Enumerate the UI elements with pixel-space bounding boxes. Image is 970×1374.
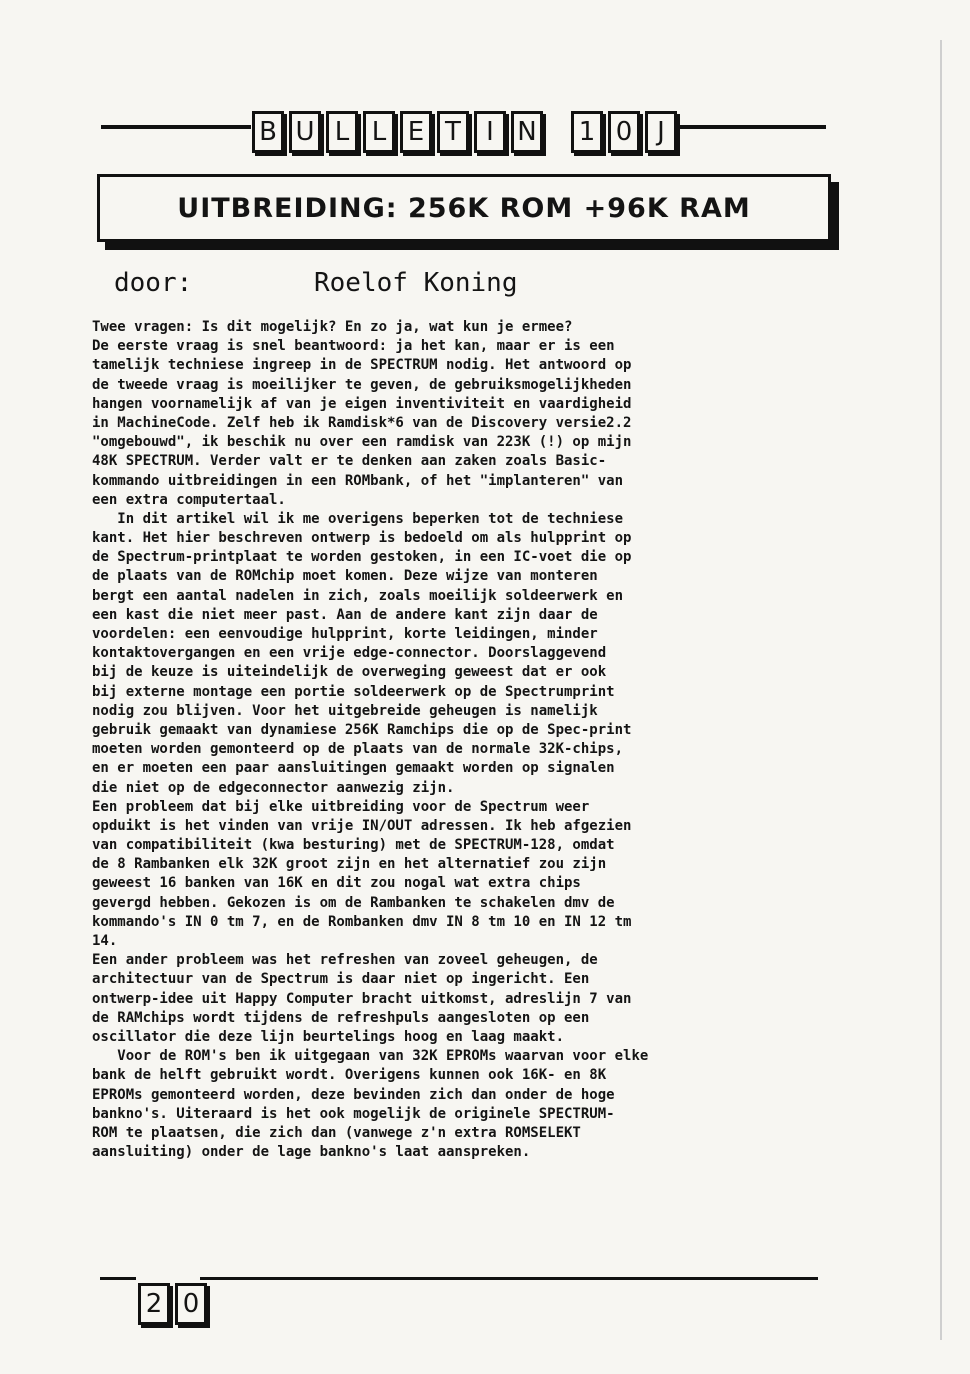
body-text-line: EPROMs gemonteerd worden, deze bevinden zich dan onder de hoge <box>92 1086 615 1103</box>
header-rule-left <box>101 125 251 129</box>
issue-char-box: J <box>645 111 677 153</box>
body-text-line: bank de helft gebruikt wordt. Overigens kunnen ook 16K- en 8K <box>92 1067 607 1084</box>
body-text-line: ROM te plaatsen, die zich dan (vanwege z'n extra ROMSELEKT <box>92 1124 581 1141</box>
banner-letter-box: U <box>289 111 321 153</box>
body-text-line: in MachineCode. Zelf heb ik Ramdisk*6 van de Discovery versie2.2 <box>92 414 632 431</box>
body-text-line: de Spectrum-printplaat te worden gestoken, in een IC-voet die op <box>92 549 632 566</box>
body-text-line: De eerste vraag is snel beantwoord: ja het kan, maar er is een <box>92 338 615 355</box>
body-text-line: Voor de ROM's ben ik uitgegaan van 32K EPROMs waarvan voor elke <box>92 1048 649 1065</box>
banner-letter-box: L <box>363 111 395 153</box>
page-edge-line <box>940 40 942 1340</box>
article-title-frame <box>97 174 831 242</box>
body-text-line: die niet op de edgeconnector aanwezig zijn. <box>92 779 455 796</box>
banner-letter-box: I <box>474 111 506 153</box>
body-text-line: en er moeten een paar aansluitingen gemaakt worden op signalen <box>92 760 615 777</box>
body-text-line: architectuur van de Spectrum is daar niet op ingericht. Een <box>92 971 590 988</box>
banner-letter-box: B <box>252 111 284 153</box>
body-text-line: 14. <box>92 933 118 949</box>
article-body <box>92 318 832 1162</box>
article-title: UITBREIDING: 256K ROM +96K RAM <box>177 192 751 224</box>
body-text-line: de tweede vraag is moeilijker te geven, de gebruiksmogelijkheden <box>92 376 632 393</box>
page-digit-box: 2 <box>138 1283 170 1325</box>
body-text-line: aansluiting) onder de lage bankno's laat aanspreken. <box>92 1144 531 1161</box>
bulletin-banner <box>252 111 677 153</box>
body-text-line: Een probleem dat bij elke uitbreiding voor de Spectrum weer <box>92 798 590 815</box>
body-text-line: gevergd hebben. Gekozen is om de Rambanken te schakelen dmv de <box>92 894 615 911</box>
body-text-line: voordelen: een eenvoudige hulpprint, korte leidingen, minder <box>92 626 598 642</box>
issue-char-box: 0 <box>608 111 640 153</box>
body-text-line: een kast die niet meer past. Aan de andere kant zijn daar de <box>92 606 598 623</box>
body-text-line: gebruik gemaakt van dynamiese 256K Ramchips die op de Spec-print <box>92 721 632 738</box>
issue-char-box: 1 <box>571 111 603 153</box>
body-text-line: nodig zou blijven. Voor het uitgebreide geheugen is namelijk <box>92 702 598 719</box>
body-text-line: tamelijk techniese ingreep in de SPECTRUM nodig. Het antwoord op <box>92 357 632 374</box>
banner-letter-box: E <box>400 111 432 153</box>
body-text-line: de 8 Rambanken elk 32K groot zijn en het alternatief zou zijn <box>92 856 607 873</box>
banner-letter-box: L <box>326 111 358 153</box>
body-text-line: opduikt is het vinden van vrije IN/OUT adressen. Ik heb afgezien <box>92 817 632 834</box>
body-text-line: bankno's. Uiteraard is het ook mogelijk de originele SPECTRUM- <box>92 1105 615 1122</box>
body-text-line: bij de keuze is uiteindelijk de overweging geweest dat er ook <box>92 664 607 681</box>
body-text-line: van compatibiliteit (kwa besturing) met de SPECTRUM-128, omdat <box>92 837 615 854</box>
body-text-line: moeten worden gemonteerd op de plaats van de normale 32K-chips, <box>92 741 624 758</box>
body-text-line: geweest 16 banken van 16K en dit zou nogal wat extra chips <box>92 875 581 892</box>
page-number <box>138 1283 207 1325</box>
body-text-line: de plaats van de ROMchip moet komen. Deze wijze van monteren <box>92 568 598 585</box>
banner-letter-box: T <box>437 111 469 153</box>
body-text-line: kontaktovergangen en een vrije edge-connector. Doorslaggevend <box>92 645 607 662</box>
body-text-line: hangen voornamelijk af van je eigen inventiviteit en vaardigheid <box>92 395 632 412</box>
body-text-line: bergt een aantal nadelen in zich, zoals moeilijk soldeerwerk en <box>92 587 624 604</box>
body-text-line: Een ander probleem was het refreshen van zoveel geheugen, de <box>92 952 598 969</box>
byline <box>114 268 518 298</box>
author-name: Roelof Koning <box>314 268 518 298</box>
body-text-line: ontwerp-idee uit Happy Computer bracht uitkomst, adreslijn 7 van <box>92 990 632 1007</box>
body-text-line: "omgebouwd", ik beschik nu over een ramdisk van 223K (!) op mijn <box>92 434 632 451</box>
body-text-line: een extra computertaal. <box>92 491 286 508</box>
body-text-line: Twee vragen: Is dit mogelijk? En zo ja, wat kun je ermee? <box>92 319 573 335</box>
author-label: door: <box>114 268 193 298</box>
banner-letter-box: N <box>511 111 543 153</box>
body-text-line: bij externe montage een portie soldeerwerk op de Spectrumprint <box>92 683 615 700</box>
body-text-line: de RAMchips wordt tijdens de refreshpuls aangesloten op een <box>92 1009 590 1026</box>
body-text-line: In dit artikel wil ik me overigens beperken tot de techniese <box>92 510 624 527</box>
body-text-line: oscillator die deze lijn beurtelings hoog en laag maakt. <box>92 1028 565 1045</box>
body-text-line: kommando uitbreidingen in een ROMbank, of het "implanteren" van <box>92 472 624 489</box>
footer-rule-right <box>200 1277 818 1280</box>
body-text-line: 48K SPECTRUM. Verder valt er te denken aan zaken zoals Basic- <box>92 453 607 470</box>
footer-rule-left <box>100 1277 136 1280</box>
page-digit-box: 0 <box>175 1283 207 1325</box>
body-text-line: kommando's IN 0 tm 7, en de Rombanken dmv IN 8 tm 10 en IN 12 tm <box>92 913 632 930</box>
body-text-line: kant. Het hier beschreven ontwerp is bedoeld om als hulpprint op <box>92 530 632 547</box>
